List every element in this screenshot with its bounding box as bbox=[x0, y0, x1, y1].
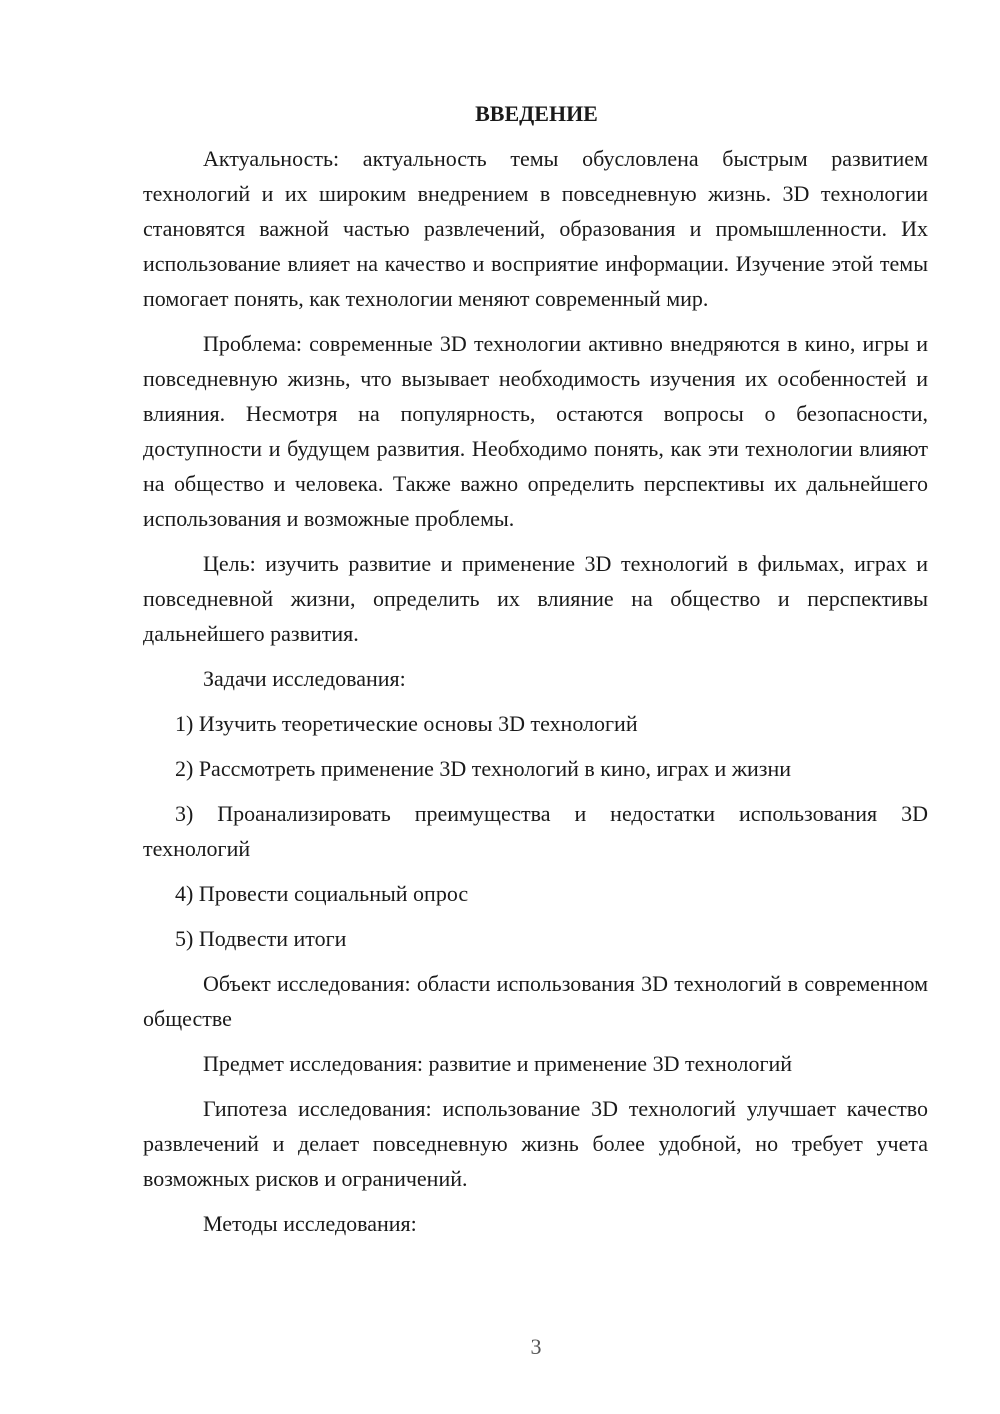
task-item: 1) Изучить теоретические основы 3D технологий bbox=[175, 711, 638, 736]
document-page bbox=[143, 96, 928, 1251]
task-item: 3) Проанализировать преимущества и недостатки использования 3D технологий bbox=[143, 801, 928, 861]
object-paragraph: Объект исследования: области использования 3D технологий в современном обществе bbox=[143, 971, 928, 1031]
section-title: ВВЕДЕНИЕ bbox=[475, 101, 598, 126]
methods-heading: Методы исследования: bbox=[203, 1211, 417, 1236]
task-item: 4) Провести социальный опрос bbox=[175, 881, 469, 906]
tasks-heading: Задачи исследования: bbox=[203, 666, 406, 691]
relevance-paragraph: Актуальность: актуальность темы обусловлена быстрым развитием технологий и их широким внедрением в повседневную жизнь. 3D технологии становятся важной частью развлечений, образования и промышленности. Их использование влияет на качество и восприятие информации. Изучение этой темы помогает понять, как технологии меняют современный мир. bbox=[143, 146, 928, 311]
task-item: 5) Подвести итоги bbox=[175, 926, 347, 951]
page-number: 3 bbox=[530, 1334, 542, 1359]
problem-paragraph: Проблема: современные 3D технологии активно внедряются в кино, игры и повседневную жизнь, что вызывает необходимость изучения их особенностей и влияния. Несмотря на популярность, остаются вопросы о безопасности, доступности и будущем развития. Необходимо понять, как эти технологии влияют на общество и человека. Также важно определить перспективы их дальнейшего использования и возможные проблемы. bbox=[143, 331, 928, 531]
subject-paragraph: Предмет исследования: развитие и применение 3D технологий bbox=[203, 1051, 793, 1076]
hypothesis-paragraph: Гипотеза исследования: использование 3D технологий улучшает качество развлечений и делает повседневную жизнь более удобной, но требует учета возможных рисков и ограничений. bbox=[143, 1096, 928, 1191]
goal-paragraph: Цель: изучить развитие и применение 3D технологий в фильмах, играх и повседневной жизни, определить их влияние на общество и перспективы дальнейшего развития. bbox=[143, 551, 928, 646]
task-item: 2) Рассмотреть применение 3D технологий в кино, играх и жизни bbox=[175, 756, 792, 781]
